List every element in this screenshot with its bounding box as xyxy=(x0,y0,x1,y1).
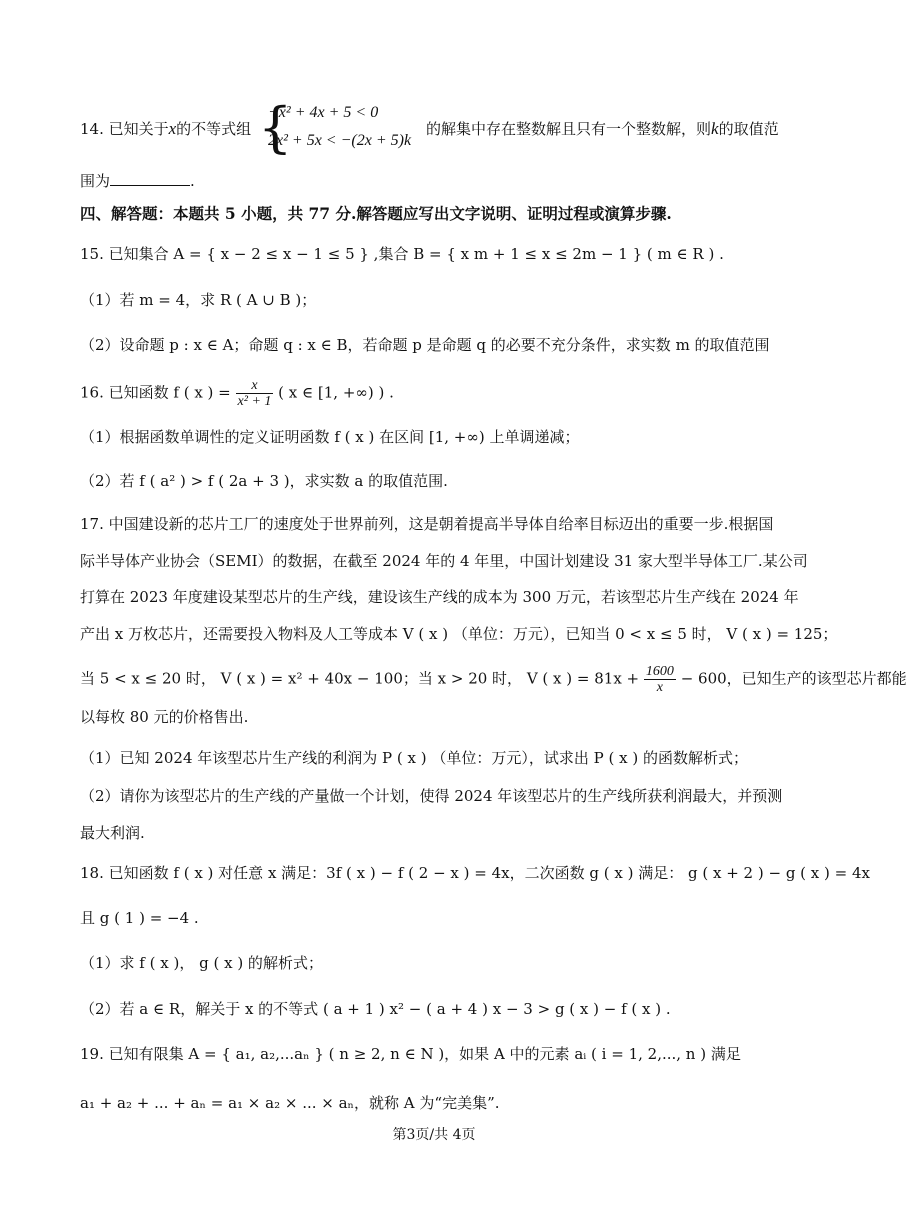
q14-line1: 14. 已知关于x的不等式组 xyxy=(80,119,252,138)
q17-line1: 17. 中国建设新的芯片工厂的速度处于世界前列，这是朝着提高半导体自给率目标迈出的重要一步.根据国 xyxy=(80,515,774,533)
left-brace-icon: { xyxy=(258,96,293,159)
q18-part2: （2）若 a ∈ R，解关于 x 的不等式 ( a + 1 ) x² − ( a + 4 ) x − 3 > g ( x ) − f ( x ) . xyxy=(80,1000,671,1018)
q18-part1: （1）求 f ( x )， g ( x ) 的解析式； xyxy=(80,954,323,972)
q14-row2: 2x² + 5x < −(2x + 5)k xyxy=(268,132,412,149)
q17-line2: 际半导体产业协会（SEMI）的数据，在截至 2024 年的 4 年里，中国计划建设 31 家大型半导体工厂.某公司 xyxy=(80,552,808,570)
q14-row1: −x² + 4x + 5 < 0 xyxy=(268,104,379,121)
q17-part2a: （2）请你为该型芯片的生产线的产量做一个计划，使得 2024 年该型芯片的生产线所获利润最大，并预测 xyxy=(80,787,783,805)
page-footer: 第3页/共 4页 xyxy=(392,1127,476,1143)
q17-line5: 当 5 < x ≤ 20 时， V ( x ) = x² + 40x − 100；当 x > 20 时， V ( x ) = 81x + $\frac{1600}{x}$ − 600，已知生产的该型芯片都能 xyxy=(80,664,907,695)
q16-stem: 16. 已知函数 f ( x ) = $\frac{x}{\text{x² + 1}}$ ( x ∈ [1, +∞) ) . xyxy=(80,378,394,409)
q17-line6: 以每枚 80 元的价格售出. xyxy=(80,708,249,726)
q15-stem: 15. 已知集合 A = { x − 2 ≤ x − 1 ≤ 5 } ,集合 B = { x m + 1 ≤ x ≤ 2m − 1 } ( m ∈ R ) . xyxy=(80,245,724,263)
answer-blank xyxy=(110,171,190,186)
q16-part2: （2）若 f ( a² ) > f ( 2a + 3 )，求实数 a 的取值范围. xyxy=(80,472,448,490)
q19-line1: 19. 已知有限集 A = { a₁, a₂,...aₙ } ( n ≥ 2, n ∈ N )，如果 A 中的元素 aᵢ ( i = 1, 2,..., n ) 满足 xyxy=(80,1045,741,1063)
q16-fraction: $\frac{x}{\text{x² + 1}}$ xyxy=(237,378,272,409)
q17-fraction: $\frac{1600}{x}$ xyxy=(645,664,674,695)
q17-line4: 产出 x 万枚芯片，还需要投入物料及人工等成本 V ( x ) （单位：万元），已知当 0 < x ≤ 5 时， V ( x ) = 125； xyxy=(80,625,838,643)
section-heading: 四、解答题：本题共 5 小题，共 77 分.解答题应写出文字说明、证明过程或演算步骤. xyxy=(80,204,672,223)
q14-line2: 围为 . xyxy=(80,172,195,190)
q18-line1: 18. 已知函数 f ( x ) 对任意 x 满足：3f ( x ) − f ( 2 − x ) = 4x，二次函数 g ( x ) 满足： g ( x + 2 ) − g ( x ) = 4x xyxy=(80,864,870,882)
q15-part1: （1）若 m = 4，求 R ( A ∪ B )； xyxy=(80,291,317,309)
q17-part1: （1）已知 2024 年该型芯片生产线的利润为 P ( x ) （单位：万元），试求出 P ( x ) 的函数解析式； xyxy=(80,749,748,767)
q16-part1: （1）根据函数单调性的定义证明函数 f ( x ) 在区间 [1, +∞) 上单调递减； xyxy=(80,428,580,446)
q19-line2: a₁ + a₂ + ... + aₙ = a₁ × a₂ × ... × aₙ，就称 A 为“完美集”. xyxy=(80,1094,500,1112)
q17-line3: 打算在 2023 年度建设某型芯片的生产线，建设该生产线的成本为 300 万元，若该型芯片生产线在 2024 年 xyxy=(80,588,799,606)
q14-inequality-system xyxy=(258,96,428,159)
q18-line2: 且 g ( 1 ) = −4 . xyxy=(80,909,199,927)
q15-part2: （2）设命题 p : x ∈ A；命题 q : x ∈ B，若命题 p 是命题 q 的必要不充分条件，求实数 m 的取值范围 xyxy=(80,336,770,354)
q14-line1-suffix: 的解集中存在整数解且只有一个整数解，则k的取值范 xyxy=(426,119,779,138)
q17-part2b: 最大利润. xyxy=(80,824,145,842)
